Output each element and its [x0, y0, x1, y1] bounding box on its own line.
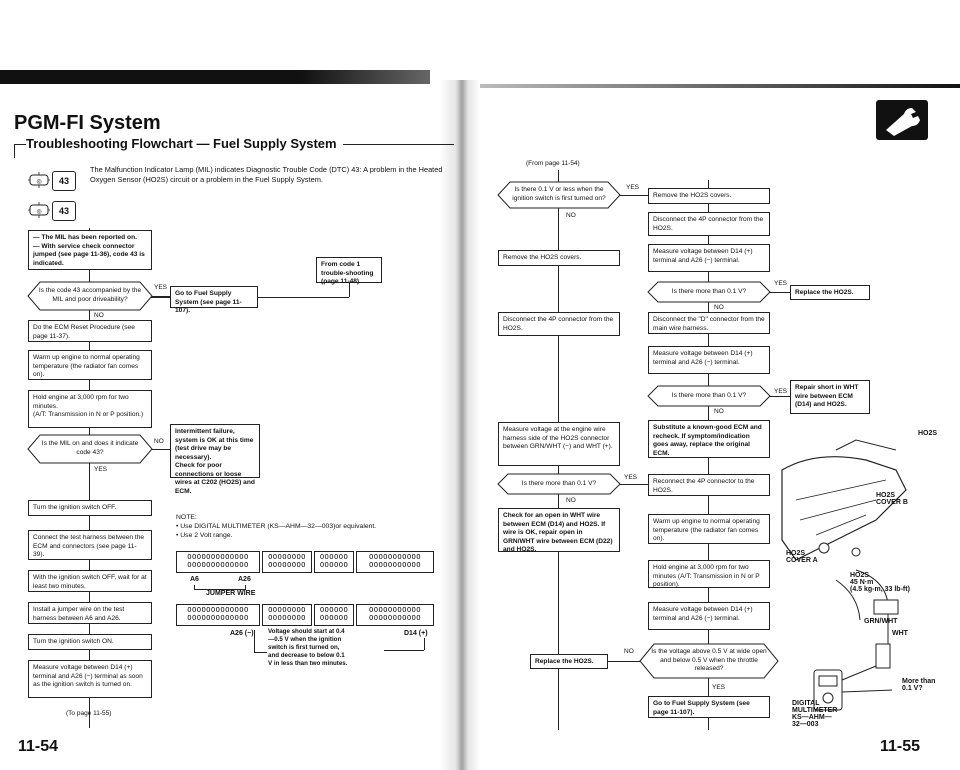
rf-disconnect-d: Disconnect the "D" connector from the main wire harness. — [648, 312, 770, 334]
lf-connect-box: Connect the test harness between the ECM and connectors (see page 11-39). — [28, 530, 152, 560]
rf-q-more-b-text: Is there more than 0.1 V? — [671, 391, 747, 399]
note-line2: • Use 2 Volt range. — [176, 531, 233, 539]
harness-jumper: JUMPER WIRE — [206, 590, 256, 597]
lf-from-code1-box: From code 1 trouble-shooting (page 11-48). — [316, 257, 382, 283]
lf-q1-text: Is the code 43 accompanied by the MIL and poor driveability? — [38, 287, 142, 303]
ill-ho2s-cover-a: HO2S COVER A — [786, 550, 818, 564]
rf-replace-ho2s-a: Replace the HO2S. — [790, 285, 870, 300]
lf-q1-decision — [28, 282, 152, 310]
rf-measure-engine: Measure voltage at the engine wire harness side of the HO2S connector between GRN/WHT (−) and WHT (+). — [498, 422, 620, 466]
lf-to-page: (To page 11-55) — [66, 710, 112, 717]
lf-q2-text: Is the MIL on and does it indicate code 43? — [41, 440, 139, 456]
top-bar-right — [480, 84, 960, 88]
rf-qa-yes-label: YES — [774, 280, 788, 287]
q2-no-line — [152, 449, 170, 450]
ill-grn-wht: GRN/WHT — [864, 618, 898, 625]
rf-qd-yes-label: YES — [712, 684, 726, 691]
page-number-left: 11-54 — [18, 738, 59, 755]
q1-yes-line — [152, 296, 170, 297]
rf-q1-decision — [498, 182, 620, 208]
rf-measure-d14-b: Measure voltage between D14 (+) terminal and A26 (−) terminal. — [648, 346, 770, 374]
rf-warm-up: Warm up engine to normal operating temperature (the radiator fan comes on). — [648, 514, 770, 544]
rf-reconnect: Reconnect the 4P connector to the HO2S. — [648, 474, 770, 496]
rf-check-open: Check for an open in WHT wire between ECM (D14) and HO2S. If wire is OK, repair open in GRN/WHT wire between ECM (D22) and HO2S. — [498, 508, 620, 552]
rf-q-more-c — [498, 474, 620, 494]
rf-remove-ho2s-b: Remove the HO2S covers. — [498, 250, 620, 266]
lf-reported-box: — The MIL has been reported on. — With service check connector jumped (see page 11-36), code 43 is indicated. — [28, 230, 152, 270]
lf-ign-on-box: Turn the ignition switch ON. — [28, 634, 152, 650]
rf-q-more-a-text: Is there more than 0.1 V? — [671, 287, 747, 295]
system-title: PGM-FI System — [14, 112, 161, 134]
ill-more-than: More than 0.1 V? — [902, 678, 936, 692]
rf-q-more-b — [648, 386, 770, 406]
mil-code-icon — [52, 171, 76, 191]
q1-no-label: NO — [94, 312, 104, 319]
mil-code-2: 43 — [58, 206, 69, 216]
lf-measure-box: Measure voltage between D14 (+) terminal and A26 (−) terminal as soon as the ignition switch is turned on. — [28, 660, 152, 698]
rf-qd-no-label: NO — [624, 648, 634, 655]
note-title: NOTE: — [176, 514, 197, 521]
ill-ho2s-top: HO2S — [918, 430, 938, 437]
mil-code-icon-2 — [52, 201, 76, 221]
rf-qc-yes-line — [620, 484, 648, 485]
rf-qd-no-line — [608, 661, 640, 662]
rf-qa-yes-line — [770, 292, 790, 293]
rf-qc-no-label: NO — [566, 497, 576, 504]
rf-measure-d14-a: Measure voltage between D14 (+) terminal and A26 (−) terminal. — [648, 244, 770, 272]
rf-q-more-c-text: Is there more than 0.1 V? — [521, 479, 597, 487]
rf-qc-yes-label: YES — [624, 474, 638, 481]
probe-right-vline — [424, 638, 425, 650]
harness-a6: A6 — [190, 576, 199, 583]
ill-ho2s-cover-b: HO2S COVER B — [876, 492, 908, 506]
rf-from-page: (From page 11-54) — [526, 160, 580, 167]
lf-warm-box: Warm up engine to normal operating temperature (the radiator fan comes on). — [28, 350, 152, 380]
harness-b-seg2: OOOOOOOO OOOOOOOO — [262, 604, 312, 626]
rf-replace-ho2s-b: Replace the HO2S. — [530, 654, 608, 669]
rf-disconnect-4p-a: Disconnect the 4P connector from the HO2S. — [648, 212, 770, 236]
lf-ign-off-box: Turn the ignition switch OFF. — [28, 500, 152, 516]
rf-q-more-a — [648, 282, 770, 302]
q2-no-label: NO — [154, 438, 164, 445]
ill-wht: WHT — [892, 630, 908, 637]
rf-q1-text: Is there 0.1 V or less when the ignition switch is first turned on? — [512, 186, 606, 202]
rf-qb-yes-line — [770, 396, 790, 397]
harness-a26-minus: A26 (−) — [230, 630, 254, 637]
mil-check-engine-icon — [28, 172, 50, 188]
rf-hold-engine: Hold engine at 3,000 rpm for two minutes (A/T: Transmission in N or P position). — [648, 560, 770, 588]
probe-left-line — [254, 630, 267, 653]
note-line1: • Use DIGITAL MULTIMETER (KS—AHM—32—003)or equivalent. — [176, 522, 377, 530]
q1-yes-label: YES — [154, 284, 168, 291]
rf-substitute: Substitute a known-good ECM and recheck. If symptom/indication goes away, replace the original ECM. — [648, 420, 770, 458]
lf-wait-box: With the ignition switch OFF, wait for at least two minutes. — [28, 570, 152, 592]
wrench-icon — [876, 100, 928, 140]
harness-a-seg2: OOOOOOOO OOOOOOOO — [262, 551, 312, 573]
flowchart-subtitle: Troubleshooting Flowchart — Fuel Supply System — [26, 136, 343, 151]
harness-a26: A26 — [238, 576, 251, 583]
subtitle-rule-left — [14, 144, 15, 158]
intro-text: The Malfunction Indicator Lamp (MIL) indicates Diagnostic Trouble Code (DTC) 43: A problem in the Heated Oxygen Sensor (HO2S) circuit or a problem in the Fuel Supply System. — [90, 165, 443, 184]
lf-ecm-reset-box: Do the ECM Reset Procedure (see page 11-37). — [28, 320, 152, 342]
harness-a-seg3: OOOOOO OOOOOO — [314, 551, 354, 573]
rf-go-fuel: Go to Fuel Supply System (see page 11-107). — [648, 696, 770, 718]
rf-q-above — [640, 644, 778, 678]
rf-q1-yes-line — [620, 195, 648, 196]
rf-repair-short: Repair short in WHT wire between ECM (D14) and HO2S. — [790, 380, 870, 414]
rf-q-above-text: Is the voltage above 0.5 V at wide open and below 0.5 V when the throttle released? — [651, 648, 767, 673]
harness-b-seg4: OOOOOOOOOOO OOOOOOOOOOO — [356, 604, 434, 626]
probe-right-line — [384, 650, 424, 651]
lf-hold-box: Hold engine at 3,000 rpm for two minutes. (A/T: Transmission in N or P position.) — [28, 390, 152, 428]
lf-q2-no-box: Intermittent failure, system is OK at this time (test drive may be necessary). Check for poor connections or loose wires at C202 (HO2S) and ECM. — [170, 424, 260, 478]
mil-code: 43 — [58, 176, 69, 186]
page-number-right: 11-55 — [880, 738, 921, 755]
lf-jumper-box: Install a jumper wire on the test harness between A6 and A26. — [28, 602, 152, 624]
rf-measure-d14-c: Measure voltage between D14 (+) terminal and A26 (−) terminal. — [648, 602, 770, 630]
lf-q1-yes-box: Go to Fuel Supply System (see page 11-107). — [170, 286, 258, 308]
harness-b-seg1: OOOOOOOOOOOOO OOOOOOOOOOOOO — [176, 604, 260, 626]
svg-text:◎: ◎ — [36, 208, 42, 215]
rf-remove-ho2s-a: Remove the HO2S covers. — [648, 188, 770, 204]
lf-q2-decision — [28, 435, 152, 463]
harness-a-seg1: OOOOOOOOOOOOO OOOOOOOOOOOOO — [176, 551, 260, 573]
rf-q1-no-label: NO — [566, 212, 576, 219]
top-bar-left — [0, 70, 430, 84]
rf-qa-no-label: NO — [714, 304, 724, 311]
from-code1-line — [349, 283, 350, 297]
ill-multimeter: DIGITAL MULTIMETER KS—AHM— 32—003 — [792, 700, 838, 728]
q2-yes-label: YES — [94, 466, 108, 473]
svg-text:◎: ◎ — [36, 178, 42, 185]
harness-a-seg4: OOOOOOOOOOO OOOOOOOOOOO — [356, 551, 434, 573]
harness-b-seg3: OOOOOO OOOOOO — [314, 604, 354, 626]
rf-q1-yes-label: YES — [626, 184, 640, 191]
harness-d14-plus: D14 (+) — [404, 630, 428, 637]
rf-disconnect-4p-b: Disconnect the 4P connector from the HO2S. — [498, 312, 620, 336]
harness-voltage-note: Voltage should start at 0.4—0.5 V when the ignition switch is first turned on, and decrease to below 0.1 V in less than two minutes. — [268, 628, 348, 668]
ill-ho2s-torque: HO2S 45 N·m (4.5 kg-m, 33 lb-ft) — [850, 572, 910, 593]
mil-check-engine-icon-2 — [28, 202, 50, 218]
rf-qb-no-label: NO — [714, 408, 724, 415]
note-block — [176, 514, 436, 540]
rf-qb-yes-label: YES — [774, 388, 788, 395]
